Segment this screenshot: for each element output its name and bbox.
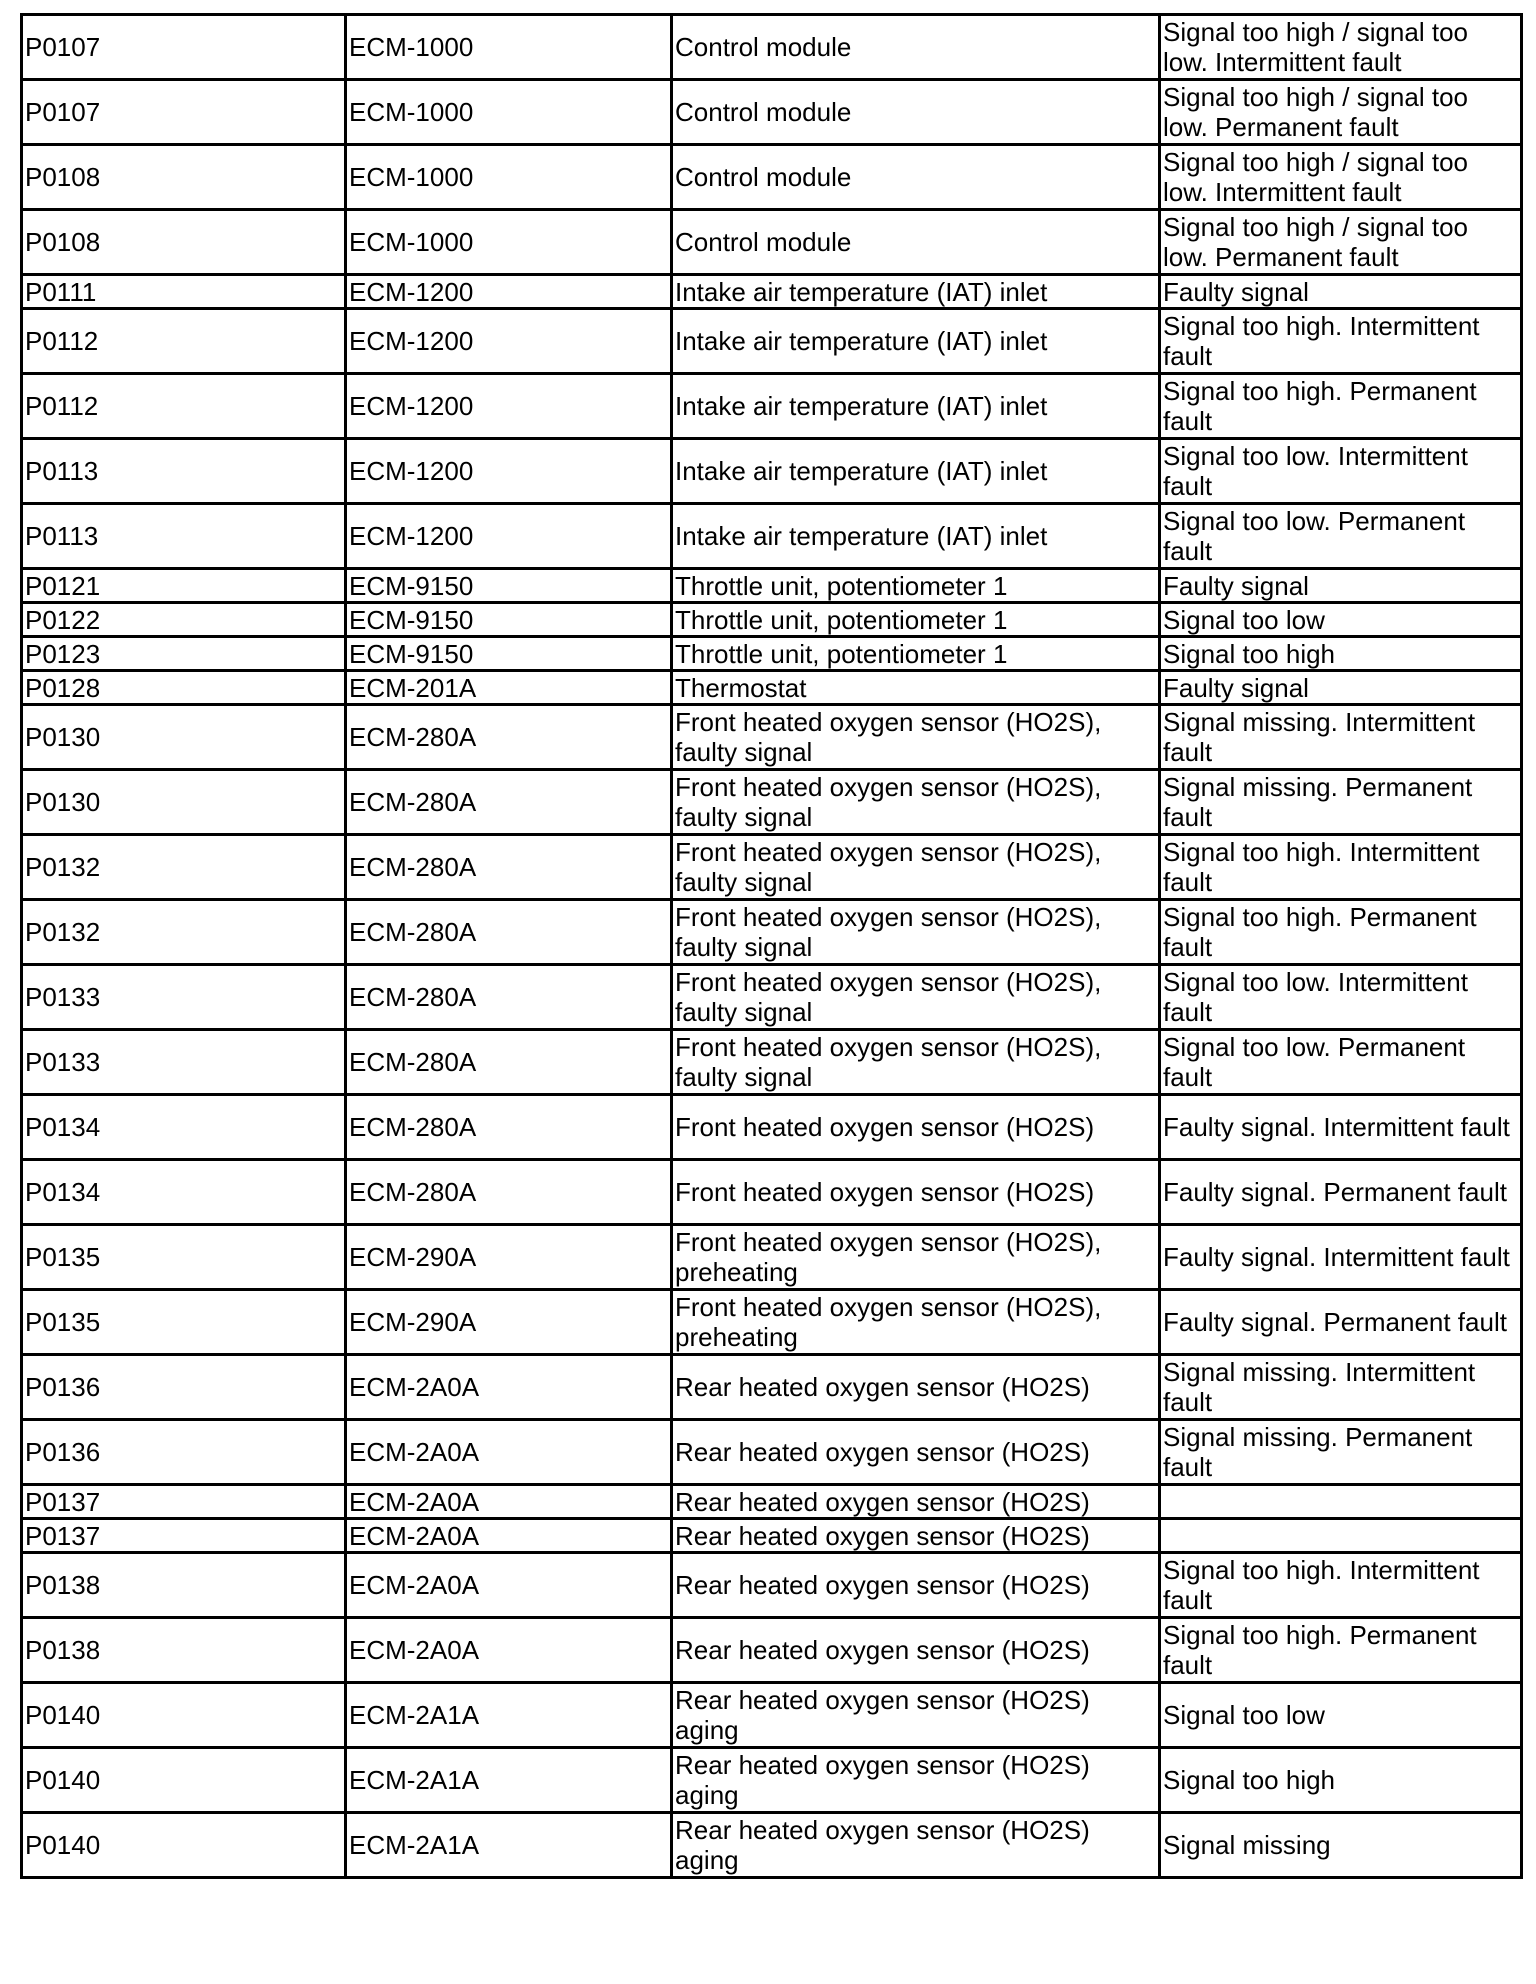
table-row <box>22 1420 1522 1485</box>
fault-description-cell: Signal missing <box>1160 1813 1522 1878</box>
component-cell: Control module <box>672 210 1160 275</box>
ecm-id-cell: ECM-1200 <box>346 439 672 504</box>
table-row <box>22 1553 1522 1618</box>
ecm-id-cell: ECM-290A <box>346 1290 672 1355</box>
fault-description-cell: Signal too low <box>1160 603 1522 637</box>
fault-description-cell <box>1160 1519 1522 1553</box>
fault-code-cell: P0111 <box>22 275 346 309</box>
fault-description-cell: Signal too high. Intermittent fault <box>1160 1553 1522 1618</box>
fault-code-cell: P0134 <box>22 1160 346 1225</box>
table-row <box>22 1355 1522 1420</box>
component-cell: Rear heated oxygen sensor (HO2S) <box>672 1420 1160 1485</box>
ecm-id-cell: ECM-201A <box>346 671 672 705</box>
fault-code-cell: P0128 <box>22 671 346 705</box>
fault-code-cell: P0138 <box>22 1553 346 1618</box>
fault-code-cell: P0113 <box>22 504 346 569</box>
component-cell: Front heated oxygen sensor (HO2S), faulty signal <box>672 900 1160 965</box>
fault-code-cell: P0108 <box>22 210 346 275</box>
fault-description-cell: Signal too high. Permanent fault <box>1160 374 1522 439</box>
fault-description-cell: Signal too high. Intermittent fault <box>1160 309 1522 374</box>
ecm-id-cell: ECM-280A <box>346 1095 672 1160</box>
fault-code-cell: P0130 <box>22 770 346 835</box>
component-cell: Front heated oxygen sensor (HO2S), faulty signal <box>672 965 1160 1030</box>
table-row <box>22 1683 1522 1748</box>
fault-code-cell: P0137 <box>22 1519 346 1553</box>
table-row <box>22 1030 1522 1095</box>
table-row <box>22 1618 1522 1683</box>
fault-description-cell: Signal too low. Intermittent fault <box>1160 439 1522 504</box>
component-cell: Intake air temperature (IAT) inlet <box>672 504 1160 569</box>
fault-description-cell: Faulty signal <box>1160 569 1522 603</box>
ecm-id-cell: ECM-2A1A <box>346 1813 672 1878</box>
table-row <box>22 770 1522 835</box>
component-cell: Intake air temperature (IAT) inlet <box>672 374 1160 439</box>
fault-code-cell: P0130 <box>22 705 346 770</box>
component-cell: Rear heated oxygen sensor (HO2S) <box>672 1519 1160 1553</box>
fault-description-cell: Signal too low. Intermittent fault <box>1160 965 1522 1030</box>
component-cell: Throttle unit, potentiometer 1 <box>672 569 1160 603</box>
component-cell: Control module <box>672 145 1160 210</box>
fault-description-cell: Signal missing. Permanent fault <box>1160 1420 1522 1485</box>
ecm-id-cell: ECM-9150 <box>346 569 672 603</box>
ecm-id-cell: ECM-1200 <box>346 309 672 374</box>
fault-description-cell <box>1160 1485 1522 1519</box>
ecm-id-cell: ECM-2A0A <box>346 1519 672 1553</box>
fault-code-cell: P0132 <box>22 900 346 965</box>
ecm-id-cell: ECM-1000 <box>346 145 672 210</box>
component-cell: Throttle unit, potentiometer 1 <box>672 637 1160 671</box>
table-row <box>22 1813 1522 1878</box>
ecm-id-cell: ECM-280A <box>346 770 672 835</box>
fault-description-cell: Faulty signal <box>1160 671 1522 705</box>
table-row <box>22 15 1522 80</box>
component-cell: Front heated oxygen sensor (HO2S) <box>672 1095 1160 1160</box>
ecm-id-cell: ECM-1000 <box>346 15 672 80</box>
fault-code-cell: P0135 <box>22 1290 346 1355</box>
document-page <box>20 13 1520 1879</box>
component-cell: Control module <box>672 15 1160 80</box>
fault-description-cell: Faulty signal. Permanent fault <box>1160 1160 1522 1225</box>
fault-code-cell: P0107 <box>22 80 346 145</box>
fault-code-cell: P0108 <box>22 145 346 210</box>
table-row <box>22 569 1522 603</box>
table-row <box>22 504 1522 569</box>
fault-code-cell: P0140 <box>22 1813 346 1878</box>
fault-description-cell: Signal missing. Intermittent fault <box>1160 1355 1522 1420</box>
fault-description-cell: Faulty signal. Intermittent fault <box>1160 1225 1522 1290</box>
fault-code-cell: P0122 <box>22 603 346 637</box>
ecm-id-cell: ECM-9150 <box>346 637 672 671</box>
table-row <box>22 603 1522 637</box>
fault-description-cell: Signal too high. Permanent fault <box>1160 900 1522 965</box>
component-cell: Throttle unit, potentiometer 1 <box>672 603 1160 637</box>
fault-description-cell: Faulty signal. Permanent fault <box>1160 1290 1522 1355</box>
component-cell: Front heated oxygen sensor (HO2S), faulty signal <box>672 705 1160 770</box>
component-cell: Front heated oxygen sensor (HO2S), faulty signal <box>672 835 1160 900</box>
fault-code-cell: P0134 <box>22 1095 346 1160</box>
fault-description-cell: Signal too high. Permanent fault <box>1160 1618 1522 1683</box>
table-row <box>22 965 1522 1030</box>
fault-code-cell: P0138 <box>22 1618 346 1683</box>
ecm-id-cell: ECM-1000 <box>346 80 672 145</box>
component-cell: Thermostat <box>672 671 1160 705</box>
table-row <box>22 80 1522 145</box>
ecm-id-cell: ECM-280A <box>346 1160 672 1225</box>
fault-code-cell: P0140 <box>22 1683 346 1748</box>
ecm-id-cell: ECM-1200 <box>346 374 672 439</box>
component-cell: Front heated oxygen sensor (HO2S) <box>672 1160 1160 1225</box>
fault-code-table <box>20 13 1523 1879</box>
table-row <box>22 145 1522 210</box>
fault-code-cell: P0123 <box>22 637 346 671</box>
ecm-id-cell: ECM-280A <box>346 900 672 965</box>
ecm-id-cell: ECM-1000 <box>346 210 672 275</box>
component-cell: Rear heated oxygen sensor (HO2S) <box>672 1355 1160 1420</box>
component-cell: Control module <box>672 80 1160 145</box>
table-row <box>22 275 1522 309</box>
fault-code-cell: P0136 <box>22 1355 346 1420</box>
fault-description-cell: Signal too high. Intermittent fault <box>1160 835 1522 900</box>
component-cell: Rear heated oxygen sensor (HO2S) <box>672 1485 1160 1519</box>
fault-code-cell: P0133 <box>22 1030 346 1095</box>
component-cell: Rear heated oxygen sensor (HO2S) aging <box>672 1813 1160 1878</box>
fault-description-cell: Faulty signal. Intermittent fault <box>1160 1095 1522 1160</box>
fault-description-cell: Signal too high / signal too low. Intermittent fault <box>1160 145 1522 210</box>
component-cell: Intake air temperature (IAT) inlet <box>672 275 1160 309</box>
table-row <box>22 900 1522 965</box>
component-cell: Front heated oxygen sensor (HO2S), preheating <box>672 1290 1160 1355</box>
ecm-id-cell: ECM-9150 <box>346 603 672 637</box>
ecm-id-cell: ECM-280A <box>346 705 672 770</box>
component-cell: Rear heated oxygen sensor (HO2S) aging <box>672 1748 1160 1813</box>
table-row <box>22 1519 1522 1553</box>
table-row <box>22 1095 1522 1160</box>
table-row <box>22 705 1522 770</box>
fault-code-cell: P0132 <box>22 835 346 900</box>
table-row <box>22 1160 1522 1225</box>
fault-code-table-body <box>22 15 1522 1878</box>
fault-code-cell: P0136 <box>22 1420 346 1485</box>
table-row <box>22 1290 1522 1355</box>
fault-code-cell: P0121 <box>22 569 346 603</box>
ecm-id-cell: ECM-280A <box>346 1030 672 1095</box>
table-row <box>22 439 1522 504</box>
table-row <box>22 374 1522 439</box>
fault-description-cell: Signal too low <box>1160 1683 1522 1748</box>
component-cell: Rear heated oxygen sensor (HO2S) <box>672 1618 1160 1683</box>
fault-code-cell: P0135 <box>22 1225 346 1290</box>
fault-code-cell: P0133 <box>22 965 346 1030</box>
component-cell: Rear heated oxygen sensor (HO2S) aging <box>672 1683 1160 1748</box>
ecm-id-cell: ECM-2A0A <box>346 1355 672 1420</box>
ecm-id-cell: ECM-2A1A <box>346 1748 672 1813</box>
fault-description-cell: Signal too low. Permanent fault <box>1160 1030 1522 1095</box>
fault-description-cell: Signal too high / signal too low. Permanent fault <box>1160 80 1522 145</box>
ecm-id-cell: ECM-290A <box>346 1225 672 1290</box>
ecm-id-cell: ECM-1200 <box>346 504 672 569</box>
ecm-id-cell: ECM-2A0A <box>346 1618 672 1683</box>
ecm-id-cell: ECM-280A <box>346 965 672 1030</box>
ecm-id-cell: ECM-1200 <box>346 275 672 309</box>
fault-code-cell: P0137 <box>22 1485 346 1519</box>
fault-code-cell: P0107 <box>22 15 346 80</box>
fault-description-cell: Faulty signal <box>1160 275 1522 309</box>
fault-code-cell: P0140 <box>22 1748 346 1813</box>
fault-description-cell: Signal too high <box>1160 1748 1522 1813</box>
fault-description-cell: Signal missing. Permanent fault <box>1160 770 1522 835</box>
component-cell: Front heated oxygen sensor (HO2S), faulty signal <box>672 1030 1160 1095</box>
table-row <box>22 671 1522 705</box>
fault-description-cell: Signal too high / signal too low. Intermittent fault <box>1160 15 1522 80</box>
ecm-id-cell: ECM-2A1A <box>346 1683 672 1748</box>
component-cell: Front heated oxygen sensor (HO2S), faulty signal <box>672 770 1160 835</box>
fault-description-cell: Signal too low. Permanent fault <box>1160 504 1522 569</box>
fault-description-cell: Signal too high / signal too low. Permanent fault <box>1160 210 1522 275</box>
ecm-id-cell: ECM-2A0A <box>346 1485 672 1519</box>
fault-description-cell: Signal too high <box>1160 637 1522 671</box>
fault-code-cell: P0112 <box>22 374 346 439</box>
fault-code-cell: P0112 <box>22 309 346 374</box>
component-cell: Intake air temperature (IAT) inlet <box>672 439 1160 504</box>
table-row <box>22 1485 1522 1519</box>
fault-description-cell: Signal missing. Intermittent fault <box>1160 705 1522 770</box>
table-row <box>22 309 1522 374</box>
table-row <box>22 637 1522 671</box>
ecm-id-cell: ECM-2A0A <box>346 1420 672 1485</box>
table-row <box>22 1748 1522 1813</box>
component-cell: Front heated oxygen sensor (HO2S), preheating <box>672 1225 1160 1290</box>
table-row <box>22 1225 1522 1290</box>
table-row <box>22 210 1522 275</box>
ecm-id-cell: ECM-2A0A <box>346 1553 672 1618</box>
component-cell: Intake air temperature (IAT) inlet <box>672 309 1160 374</box>
ecm-id-cell: ECM-280A <box>346 835 672 900</box>
table-row <box>22 835 1522 900</box>
fault-code-cell: P0113 <box>22 439 346 504</box>
component-cell: Rear heated oxygen sensor (HO2S) <box>672 1553 1160 1618</box>
